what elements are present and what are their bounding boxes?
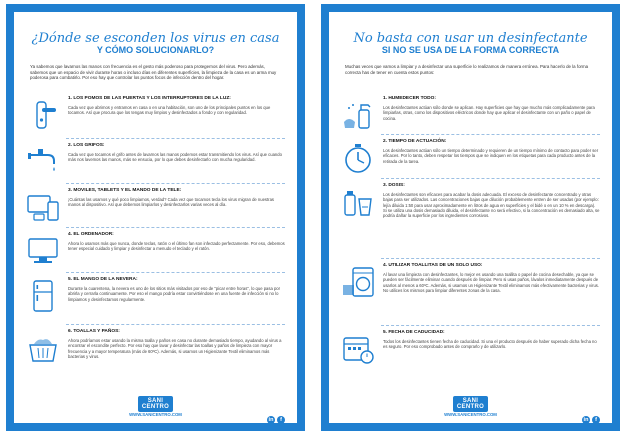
brand-line-1: SANI: [462, 397, 479, 404]
section-heading: 1. LOS POMOS DE LAS PUERTAS Y LOS INTERRUPTORES DE LA LUZ:: [68, 96, 231, 101]
section-body: Ahora lo usamos más que nunca, donde teclas, ratón o el último fan son infectado perfectamente. Por eso, debemos tener especial cuidado y limpiar y desinfectar a menudo el teclado y el ratón.: [68, 241, 285, 252]
facebook-icon[interactable]: f: [592, 416, 600, 423]
poster-title: ¿Dónde se esconden los virus en casa: [31, 31, 280, 46]
section-heading: 5. FECHA DE CADUCIDAD:: [383, 330, 445, 335]
section-heading: 2. TIEMPO DE ACTUACIÓN:: [383, 139, 447, 144]
divider: [66, 324, 285, 325]
section-body: Los desinfectantes son eficaces para acabar la dosis adecuada. El exceso de desinfectante concentrado y otras bajas para ser utilizados. Las concentraciones bajas que dilución probablemente entren de ser usadas (por ejemplo: lejía diluida 1:50 para usar aproximadamente en litros de agua en superficies y el bidé o en un 10 % en descarga). Si se utiliza una dosis demasiado diluida, el desinfectante no será efectivo, si la concentración es demasiado alta, se podría dañar la superficie por los ingredientes corrosivos.: [383, 192, 600, 219]
social-links: [265, 408, 285, 423]
social-links: [580, 408, 600, 423]
poster-subtitle: Y CÓMO SOLUCIONARLO?: [96, 45, 215, 55]
stopwatch-icon: [341, 141, 375, 175]
section-body: ¡Cuántas las usamos y qué poco limpiamos, verdad? Cada vez que tocamos tecla los virus migran de nuestras manos al dispositivo. Así que debemos limpiarlos y desinfectarlos varias veces al día.: [68, 197, 274, 208]
poster-panel: [329, 12, 612, 423]
section-body: Los desinfectantes actúan sólo donde se aplican. Hay superficies que hay que mucho más complicadamente para limpiarlas, otras, como los dispositivos eléctricos donde hay que aplicar el desinfectante con un paño o papel de cocina.: [383, 105, 595, 121]
section-body: Durante la cuarentena, la nevera es uno de los sitios más visitados por eso de "picar entre horas", lo que pasa por abrirla y cerrarla continuamente. Por eso el mango podría estar convirtiéndose en una fuente de infección si no lo limpiamos y desinfectamos regularmente.: [68, 286, 281, 302]
divider: [66, 183, 285, 184]
poster-intro: Muchas veces que vamos a limpiar y a desinfectar una superficie lo realizamos de manera errónea. Para hacerlo de la forma correcta has de tener en cuenta estos puntos:: [345, 64, 589, 75]
brand-line-2: CENTRO: [141, 404, 170, 410]
divider: [381, 178, 600, 179]
divider: [381, 134, 600, 135]
divider: [66, 138, 285, 139]
door-handle-icon: [26, 98, 60, 132]
facebook-icon[interactable]: f: [277, 416, 285, 423]
brand-line-1: SANI: [147, 397, 164, 404]
spray-cleaning-icon: [341, 98, 375, 132]
divider: [381, 325, 600, 326]
section-body: Ahora podríamos estar usando la misma toalla y paños en casa no durante demasiado tiempo, ayudando al virus a encontrar el escondite perfecto. Por eso hay que lavar y desinfectar las toallas y paños de limpieza con mayor frecuencia y a mayor temperatura (más de 60ºC). Además, si usamos un Higienizante Textil eliminamos más bacterias y virus.: [68, 338, 282, 359]
section-body: Cada vez que abrimos y entramos en casa o en una habitación, son uno de los principales puntos en los que tocamos. Así que procura que los tengas muy limpios y desinfectados a fondo y con regularidad.: [68, 105, 271, 116]
section-heading: 3. DOSIS:: [383, 183, 405, 188]
brand-logo: [329, 395, 612, 413]
divider: [66, 272, 285, 273]
poster-virus-hiding-spots: [6, 4, 305, 431]
brand-line-2: CENTRO: [456, 404, 485, 410]
laundry-basket-icon: [26, 331, 60, 365]
dosage-bottles-icon: [341, 185, 375, 219]
section-heading: 2. LOS GRIFOS:: [68, 143, 105, 148]
section-body: Al lavar una limpieza con desinfectantes, lo mejor es usando una toallita o papel de cocina desechable, ya que se pueden ser fácilmente eliminar cuando después de limpiar. Pero si usas paños, lávalos inmediatamente después de usarlos al menos a 60ºC. Además, si usamos un Higienizante Textil eliminamos más efectivamente bacterias y virus. No utilices los mismos para limpiar diferentes zonas de la casa.: [383, 272, 600, 293]
fridge-icon: [26, 279, 60, 313]
poster-intro: Ya sabemos que lavarnos las manos con frecuencia es el gesto más poderoso para protegernos del virus. Pero además, sabemos que un espacio de vivir durante horas o incluso días en diferentes superficies, la limpieza de la casa es un arma muy poderosa para combatirlo. Por eso hay que controlar los puntos focos de infección dentro del hogar.: [30, 64, 277, 81]
poster-title: No basta con usar un desinfectante: [353, 31, 588, 46]
section-body: Cada vez que tocamos el grifo antes de lavarnos las manos podemos estar transmitiendo los virus. Así que cuando más nos lavemos las manos, más se ensucia, por lo que debes desinfectarlo con mucha regularidad.: [68, 152, 282, 163]
computer-icon: [26, 234, 60, 268]
brand-logo: [14, 395, 297, 413]
section-heading: 3. MOVILES, TABLETS Y EL MANDO DE LA TELE:: [68, 188, 182, 193]
calendar-icon: [341, 332, 375, 366]
website-link[interactable]: WWW.SANICENTRO.COM: [129, 412, 182, 417]
devices-icon: [26, 190, 60, 224]
section-heading: 4. EL ORDENADOR:: [68, 232, 114, 237]
section-body: Los desinfectantes actúan sólo un tiempo determinado y requieren de un tiempo mínimo de contacto para poder ser eficaces. Por lo tanto, deben respetar los tiempos que se indiquen en los etiquetas para cada producto antes de la retirada de la tarea.: [383, 148, 599, 164]
faucet-icon: [26, 145, 60, 179]
poster-disinfectant-usage: [321, 4, 620, 431]
linkedin-icon[interactable]: in: [583, 417, 589, 423]
section-heading: 1. HUMEDECER TODO:: [383, 96, 436, 101]
section-heading: 4. UTILIZAR TOALLITAS DE UN SOLO USO:: [383, 263, 483, 268]
website-link[interactable]: WWW.SANICENTRO.COM: [444, 412, 497, 417]
linkedin-icon[interactable]: in: [268, 417, 274, 423]
divider: [381, 258, 600, 259]
section-body: Todos los desinfectantes tienen fecha de caducidad. Si una el producto después de haber superado dicha fecha no es seguro. Por eso comprobado antes de comprarlo y de utilizarlo.: [383, 339, 597, 350]
washing-machine-icon: [341, 265, 375, 299]
divider: [66, 227, 285, 228]
section-heading: 5. EL MANGO DE LA NEVERA:: [68, 277, 138, 282]
poster-subtitle: SI NO SE USA DE LA FORMA CORRECTA: [381, 45, 560, 55]
section-heading: 6. TOALLAS Y PAÑOS:: [68, 329, 120, 334]
poster-panel: [14, 12, 297, 423]
